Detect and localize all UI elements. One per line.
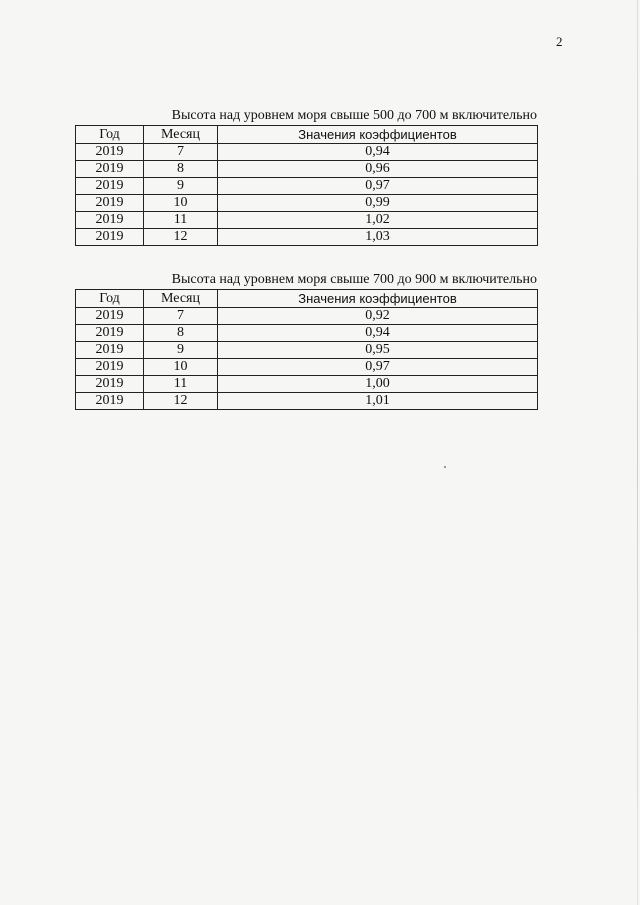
scan-speck [444, 466, 446, 468]
table-header-row [76, 290, 538, 308]
cell-month: 12 [144, 393, 218, 410]
cell-year: 2019 [76, 161, 144, 178]
cell-year: 2019 [76, 325, 144, 342]
page-number: 2 [556, 34, 563, 49]
cell-coefficient: 1,01 [218, 393, 538, 410]
table-title: Высота над уровнем моря свыше 700 до 900 м включительно [171, 272, 537, 287]
coefficients-table [75, 289, 538, 410]
header-year: Год [76, 290, 144, 308]
table-header-row [76, 126, 538, 144]
cell-month: 8 [144, 161, 218, 178]
coefficients-table [75, 125, 538, 246]
table-row [76, 359, 538, 376]
table-row [76, 393, 538, 410]
table-row [76, 144, 538, 161]
cell-month: 11 [144, 376, 218, 393]
table-row [76, 229, 538, 246]
header-coefficient: Значения коэффициентов [218, 290, 538, 308]
cell-year: 2019 [76, 212, 144, 229]
cell-year: 2019 [76, 359, 144, 376]
cell-coefficient: 0,92 [218, 308, 538, 325]
cell-month: 9 [144, 342, 218, 359]
table-row [76, 308, 538, 325]
cell-coefficient: 0,97 [218, 359, 538, 376]
cell-coefficient: 0,97 [218, 178, 538, 195]
table-section-700-900 [75, 271, 537, 410]
cell-year: 2019 [76, 376, 144, 393]
header-year: Год [76, 126, 144, 144]
cell-coefficient: 1,03 [218, 229, 538, 246]
table-section-500-700 [75, 107, 537, 246]
cell-month: 10 [144, 195, 218, 212]
cell-year: 2019 [76, 308, 144, 325]
cell-month: 7 [144, 308, 218, 325]
header-month: Месяц [144, 126, 218, 144]
table-row [76, 161, 538, 178]
scan-edge-streak [637, 0, 638, 905]
cell-coefficient: 0,95 [218, 342, 538, 359]
cell-year: 2019 [76, 144, 144, 161]
table-row [76, 342, 538, 359]
cell-coefficient: 1,00 [218, 376, 538, 393]
cell-month: 11 [144, 212, 218, 229]
cell-month: 7 [144, 144, 218, 161]
cell-year: 2019 [76, 342, 144, 359]
cell-month: 8 [144, 325, 218, 342]
cell-month: 12 [144, 229, 218, 246]
cell-coefficient: 0,96 [218, 161, 538, 178]
header-coefficient: Значения коэффициентов [218, 126, 538, 144]
table-row [76, 325, 538, 342]
table-title: Высота над уровнем моря свыше 500 до 700 м включительно [171, 108, 537, 123]
cell-coefficient: 0,99 [218, 195, 538, 212]
table-row [76, 376, 538, 393]
cell-year: 2019 [76, 229, 144, 246]
cell-coefficient: 1,02 [218, 212, 538, 229]
cell-month: 10 [144, 359, 218, 376]
cell-year: 2019 [76, 178, 144, 195]
cell-coefficient: 0,94 [218, 144, 538, 161]
table-row [76, 178, 538, 195]
cell-month: 9 [144, 178, 218, 195]
header-month: Месяц [144, 290, 218, 308]
table-row [76, 212, 538, 229]
table-row [76, 195, 538, 212]
cell-coefficient: 0,94 [218, 325, 538, 342]
cell-year: 2019 [76, 393, 144, 410]
cell-year: 2019 [76, 195, 144, 212]
